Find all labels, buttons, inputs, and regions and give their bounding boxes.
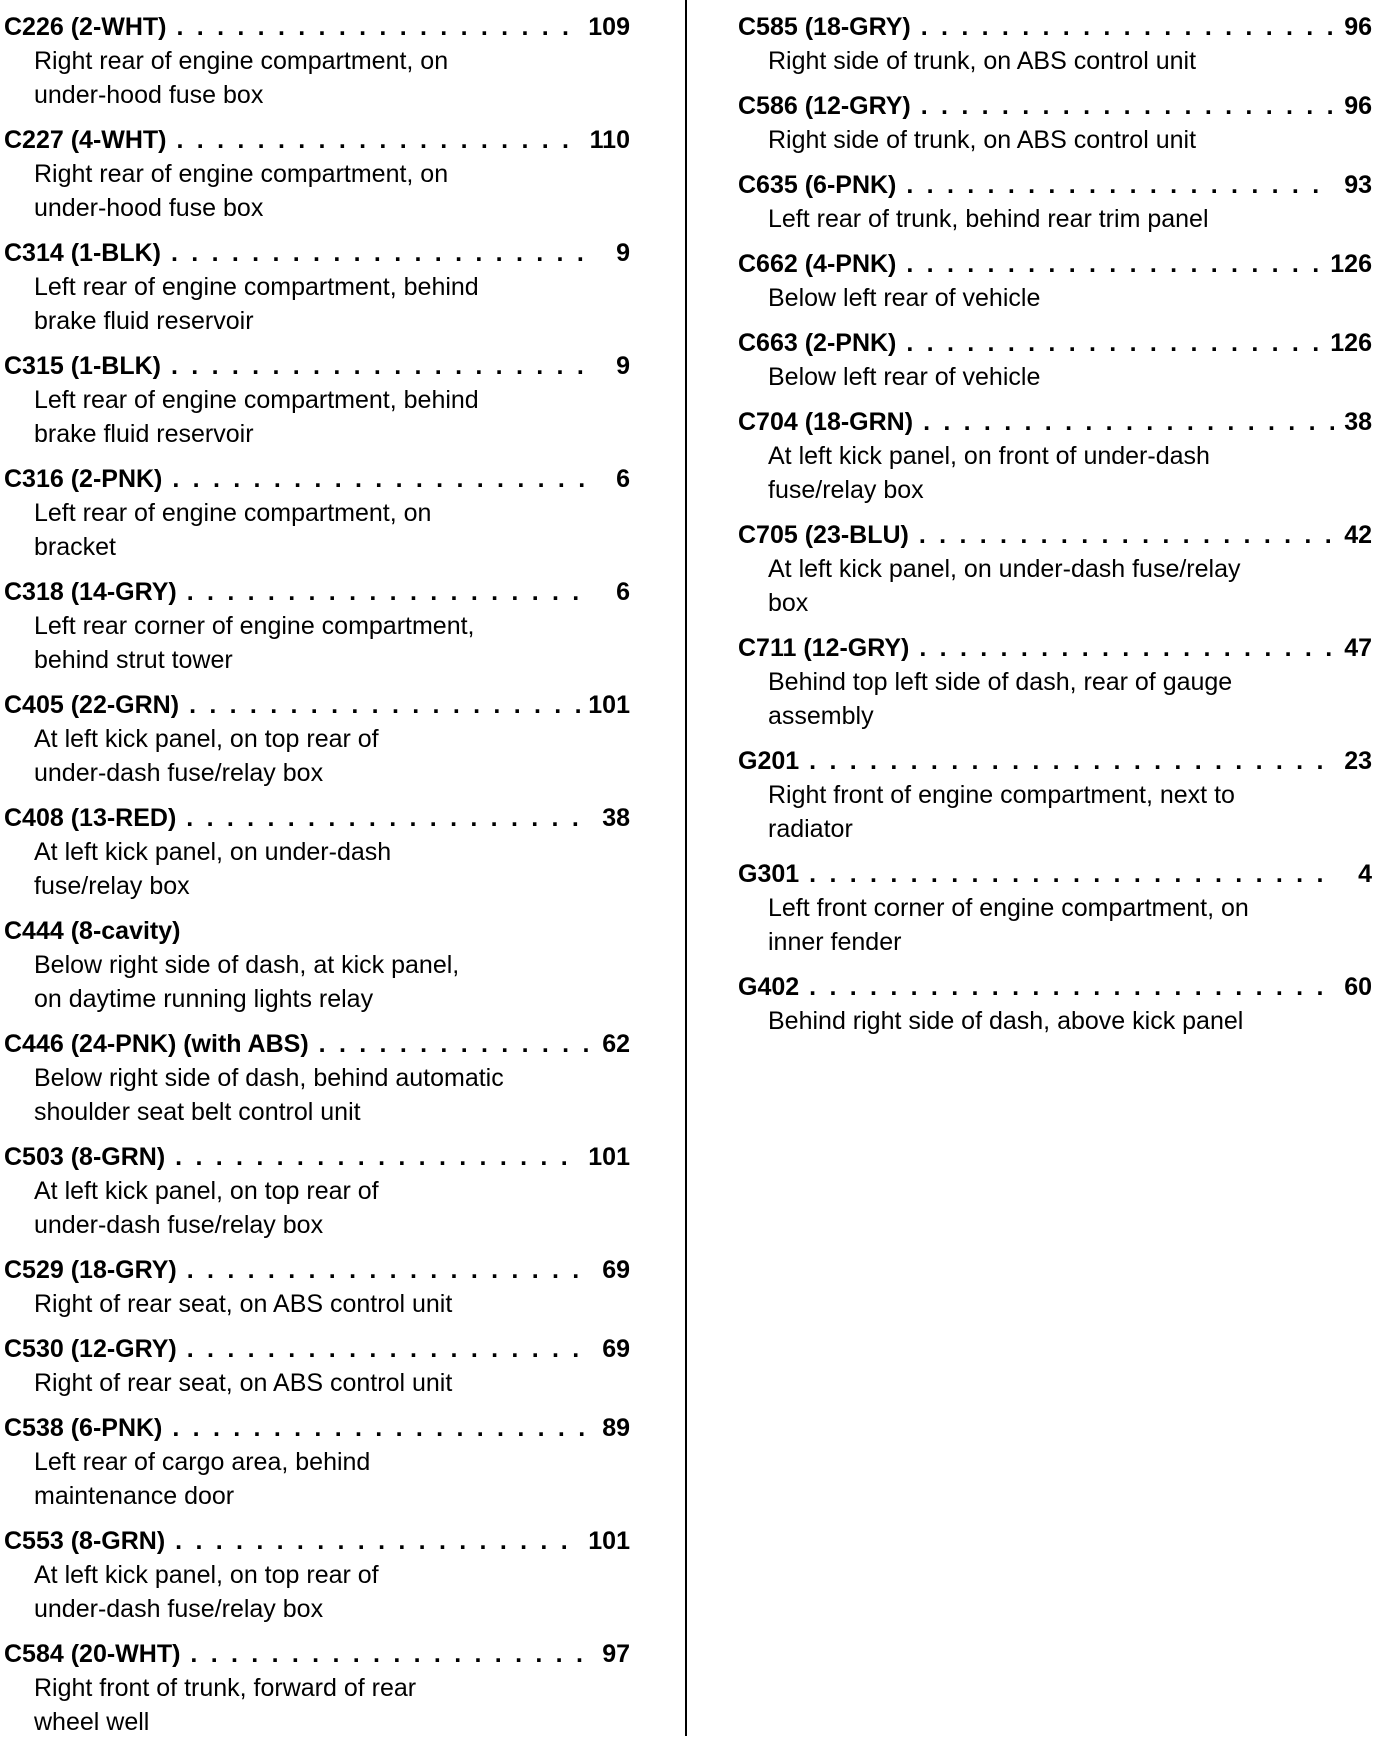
connector-entry xyxy=(738,168,1372,247)
connector-entry xyxy=(738,326,1372,405)
page-number: 126 xyxy=(1330,250,1372,278)
dot-leader xyxy=(171,349,592,383)
description-line: maintenance door xyxy=(34,1482,235,1510)
connector-entry xyxy=(738,10,1372,89)
entry-heading xyxy=(738,326,1372,360)
location-description xyxy=(768,891,1372,959)
description-line: Below right side of dash, at kick panel, xyxy=(34,951,460,979)
connector-id: C315 (1-BLK) xyxy=(4,352,161,380)
connector-id: C711 (12-GRY) xyxy=(738,634,910,662)
description-line: At left kick panel, on top rear of xyxy=(34,725,379,753)
description-line: Right side of trunk, on ABS control unit xyxy=(768,126,1197,154)
page-number: 9 xyxy=(616,352,630,380)
connector-entry xyxy=(738,631,1372,744)
entry-heading xyxy=(4,10,630,44)
description-line: Right front of engine compartment, next to xyxy=(768,781,1235,809)
location-description xyxy=(34,835,630,903)
dot-leader xyxy=(177,10,581,44)
page-number: 9 xyxy=(616,239,630,267)
page-number: 47 xyxy=(1344,634,1372,662)
location-description xyxy=(34,1671,630,1739)
connector-id: C226 (2-WHT) xyxy=(4,13,167,41)
description-line: Below right side of dash, behind automatic xyxy=(34,1064,504,1092)
connector-id: C586 (12-GRY) xyxy=(738,92,911,120)
location-description xyxy=(768,202,1372,236)
location-description xyxy=(34,1287,630,1321)
page-number: 6 xyxy=(616,465,630,493)
location-description xyxy=(34,948,630,1016)
connector-id: C704 (18-GRN) xyxy=(738,408,914,436)
connector-id: C584 (20-WHT) xyxy=(4,1640,181,1668)
connector-entry xyxy=(4,1253,630,1332)
page-number: 38 xyxy=(602,804,630,832)
dot-leader xyxy=(906,168,1334,202)
location-description xyxy=(34,1445,630,1513)
description-line: At left kick panel, on under-dash xyxy=(34,838,392,866)
connector-entry xyxy=(4,349,630,462)
description-line: Right rear of engine compartment, on xyxy=(34,160,449,188)
dot-leader xyxy=(177,123,582,157)
dot-leader xyxy=(809,857,1334,891)
connector-id: C529 (18-GRY) xyxy=(4,1256,177,1284)
connector-id: C444 (8-cavity) xyxy=(4,917,181,945)
connector-entry xyxy=(738,970,1372,1049)
page-number: 96 xyxy=(1344,92,1372,120)
page-number: 23 xyxy=(1344,747,1372,775)
entry-heading xyxy=(4,123,630,157)
page-number: 93 xyxy=(1344,171,1372,199)
description-line: Right front of trunk, forward of rear xyxy=(34,1674,417,1702)
right-column xyxy=(738,10,1372,1049)
dot-leader xyxy=(921,10,1334,44)
connector-id: C663 (2-PNK) xyxy=(738,329,897,357)
page-number: 97 xyxy=(602,1640,630,1668)
connector-entry xyxy=(4,123,630,236)
description-line: Left rear of trunk, behind rear trim panel xyxy=(768,205,1209,233)
entry-heading xyxy=(4,462,630,496)
connector-entry xyxy=(4,1027,630,1140)
dot-leader xyxy=(809,744,1334,778)
page-number: 101 xyxy=(588,1143,630,1171)
connector-entry xyxy=(738,247,1372,326)
location-description xyxy=(34,1366,630,1400)
entry-heading xyxy=(4,801,630,835)
entry-heading xyxy=(738,89,1372,123)
entry-heading xyxy=(4,1140,630,1174)
entry-heading xyxy=(4,1332,630,1366)
connector-id: C408 (13-RED) xyxy=(4,804,177,832)
description-line: under-dash fuse/relay box xyxy=(34,759,324,787)
location-description xyxy=(34,1558,630,1626)
description-line: fuse/relay box xyxy=(768,476,924,504)
description-line: on daytime running lights relay xyxy=(34,985,374,1013)
connector-entry xyxy=(4,10,630,123)
description-line: At left kick panel, on under-dash fuse/relay xyxy=(768,555,1241,583)
page-number: 69 xyxy=(602,1256,630,1284)
connector-entry xyxy=(738,405,1372,518)
entry-heading xyxy=(738,10,1372,44)
connector-id: C316 (2-PNK) xyxy=(4,465,163,493)
location-description xyxy=(768,552,1372,620)
connector-entry xyxy=(4,575,630,688)
description-line: Right of rear seat, on ABS control unit xyxy=(34,1290,453,1318)
connector-entry xyxy=(4,1637,630,1750)
connector-entry xyxy=(4,462,630,575)
connector-id: C662 (4-PNK) xyxy=(738,250,897,278)
description-line: fuse/relay box xyxy=(34,872,190,900)
connector-entry xyxy=(738,518,1372,631)
description-line: under-hood fuse box xyxy=(34,194,264,222)
entry-heading xyxy=(4,236,630,270)
entry-heading xyxy=(4,688,630,722)
location-description xyxy=(34,1061,630,1129)
description-line: wheel well xyxy=(34,1708,150,1736)
description-line: under-dash fuse/relay box xyxy=(34,1211,324,1239)
description-line: under-hood fuse box xyxy=(34,81,264,109)
dot-leader xyxy=(319,1027,592,1061)
description-line: Left rear of engine compartment, behind xyxy=(34,386,479,414)
connector-id: C314 (1-BLK) xyxy=(4,239,161,267)
entry-heading xyxy=(738,631,1372,665)
description-line: At left kick panel, on front of under-dash xyxy=(768,442,1210,470)
entry-heading xyxy=(738,857,1372,891)
location-description xyxy=(34,722,630,790)
dot-leader xyxy=(171,236,592,270)
connector-id: G301 xyxy=(738,860,800,888)
page-number: 96 xyxy=(1344,13,1372,41)
dot-leader xyxy=(919,631,1334,665)
description-line: brake fluid reservoir xyxy=(34,420,254,448)
entry-heading xyxy=(4,1411,630,1445)
page-number: 4 xyxy=(1358,860,1372,888)
connector-id: G201 xyxy=(738,747,800,775)
connector-entry xyxy=(738,89,1372,168)
dot-leader xyxy=(172,462,592,496)
connector-id: G402 xyxy=(738,973,800,1001)
dot-leader xyxy=(175,1524,580,1558)
dot-leader xyxy=(189,688,580,722)
column-divider xyxy=(685,0,687,1736)
connector-entry xyxy=(4,1140,630,1253)
page-number: 62 xyxy=(602,1030,630,1058)
location-description xyxy=(768,44,1372,78)
dot-leader xyxy=(190,1637,592,1671)
description-line: shoulder seat belt control unit xyxy=(34,1098,361,1126)
entry-heading xyxy=(4,575,630,609)
location-description xyxy=(768,778,1372,846)
page-number: 126 xyxy=(1330,329,1372,357)
location-description xyxy=(34,609,630,677)
location-description xyxy=(768,665,1372,733)
location-description xyxy=(768,123,1372,157)
connector-id: C405 (22-GRN) xyxy=(4,691,180,719)
dot-leader xyxy=(186,801,592,835)
location-description xyxy=(768,281,1372,315)
location-description xyxy=(34,383,630,451)
page-number: 38 xyxy=(1344,408,1372,436)
connector-id: C705 (23-BLU) xyxy=(738,521,909,549)
location-description xyxy=(768,360,1372,394)
connector-entry xyxy=(4,914,630,1027)
dot-leader xyxy=(921,89,1334,123)
description-line: Behind top left side of dash, rear of gauge xyxy=(768,668,1233,696)
description-line: Right side of trunk, on ABS control unit xyxy=(768,47,1197,75)
connector-entry xyxy=(4,801,630,914)
dot-leader xyxy=(187,575,592,609)
description-line: Left front corner of engine compartment, on xyxy=(768,894,1249,922)
description-line: At left kick panel, on top rear of xyxy=(34,1561,379,1589)
entry-heading xyxy=(738,744,1372,778)
connector-id: C503 (8-GRN) xyxy=(4,1143,166,1171)
entry-heading xyxy=(738,518,1372,552)
connector-id: C530 (12-GRY) xyxy=(4,1335,177,1363)
entry-heading xyxy=(738,168,1372,202)
connector-id: C318 (14-GRY) xyxy=(4,578,177,606)
entry-heading xyxy=(738,405,1372,439)
description-line: radiator xyxy=(768,815,853,843)
connector-id: C227 (4-WHT) xyxy=(4,126,167,154)
entry-heading xyxy=(738,970,1372,1004)
connector-entry xyxy=(4,1332,630,1411)
description-line: Left rear of cargo area, behind xyxy=(34,1448,371,1476)
connector-entry xyxy=(4,1411,630,1524)
entry-heading xyxy=(4,1027,630,1061)
page-number: 60 xyxy=(1344,973,1372,1001)
page-number: 101 xyxy=(588,691,630,719)
dot-leader xyxy=(906,326,1322,360)
dot-leader xyxy=(172,1411,592,1445)
dot-leader xyxy=(809,970,1334,1004)
location-description xyxy=(34,1174,630,1242)
page-number: 89 xyxy=(602,1414,630,1442)
dot-leader xyxy=(923,405,1334,439)
description-line: Left rear of engine compartment, on xyxy=(34,499,432,527)
description-line: Left rear of engine compartment, behind xyxy=(34,273,479,301)
connector-entry xyxy=(4,236,630,349)
page-number: 42 xyxy=(1344,521,1372,549)
entry-heading xyxy=(4,1253,630,1287)
connector-entry xyxy=(738,857,1372,970)
dot-leader xyxy=(906,247,1322,281)
connector-id: C585 (18-GRY) xyxy=(738,13,911,41)
description-line: behind strut tower xyxy=(34,646,233,674)
description-line: Left rear corner of engine compartment, xyxy=(34,612,475,640)
description-line: under-dash fuse/relay box xyxy=(34,1595,324,1623)
dot-leader xyxy=(919,518,1334,552)
description-line: Right rear of engine compartment, on xyxy=(34,47,449,75)
connector-id: C538 (6-PNK) xyxy=(4,1414,163,1442)
description-line: Behind right side of dash, above kick panel xyxy=(768,1007,1244,1035)
page-number: 109 xyxy=(588,13,630,41)
entry-heading xyxy=(738,247,1372,281)
page-number: 6 xyxy=(616,578,630,606)
description-line: brake fluid reservoir xyxy=(34,307,254,335)
entry-heading xyxy=(4,1637,630,1671)
location-description xyxy=(34,44,630,112)
connector-entry xyxy=(4,1524,630,1637)
connector-entry xyxy=(738,744,1372,857)
description-line: inner fender xyxy=(768,928,902,956)
connector-id: C446 (24-PNK) (with ABS) xyxy=(4,1030,309,1058)
dot-leader xyxy=(187,1332,592,1366)
description-line: bracket xyxy=(34,533,116,561)
page-number: 101 xyxy=(588,1527,630,1555)
description-line: Right of rear seat, on ABS control unit xyxy=(34,1369,453,1397)
page-number: 69 xyxy=(602,1335,630,1363)
page-number: 110 xyxy=(589,126,630,154)
connector-entry xyxy=(4,688,630,801)
connector-id: C553 (8-GRN) xyxy=(4,1527,166,1555)
description-line: box xyxy=(768,589,809,617)
dot-leader xyxy=(187,1253,592,1287)
left-column xyxy=(4,10,630,1750)
description-line: Below left rear of vehicle xyxy=(768,363,1041,391)
description-line: At left kick panel, on top rear of xyxy=(34,1177,379,1205)
entry-heading xyxy=(4,1524,630,1558)
location-description xyxy=(34,157,630,225)
dot-leader xyxy=(175,1140,580,1174)
description-line: assembly xyxy=(768,702,874,730)
location-description xyxy=(768,439,1372,507)
location-description xyxy=(768,1004,1372,1038)
description-line: Below left rear of vehicle xyxy=(768,284,1041,312)
entry-heading xyxy=(4,349,630,383)
entry-heading xyxy=(4,914,630,948)
connector-id: C635 (6-PNK) xyxy=(738,171,897,199)
location-description xyxy=(34,496,630,564)
location-description xyxy=(34,270,630,338)
